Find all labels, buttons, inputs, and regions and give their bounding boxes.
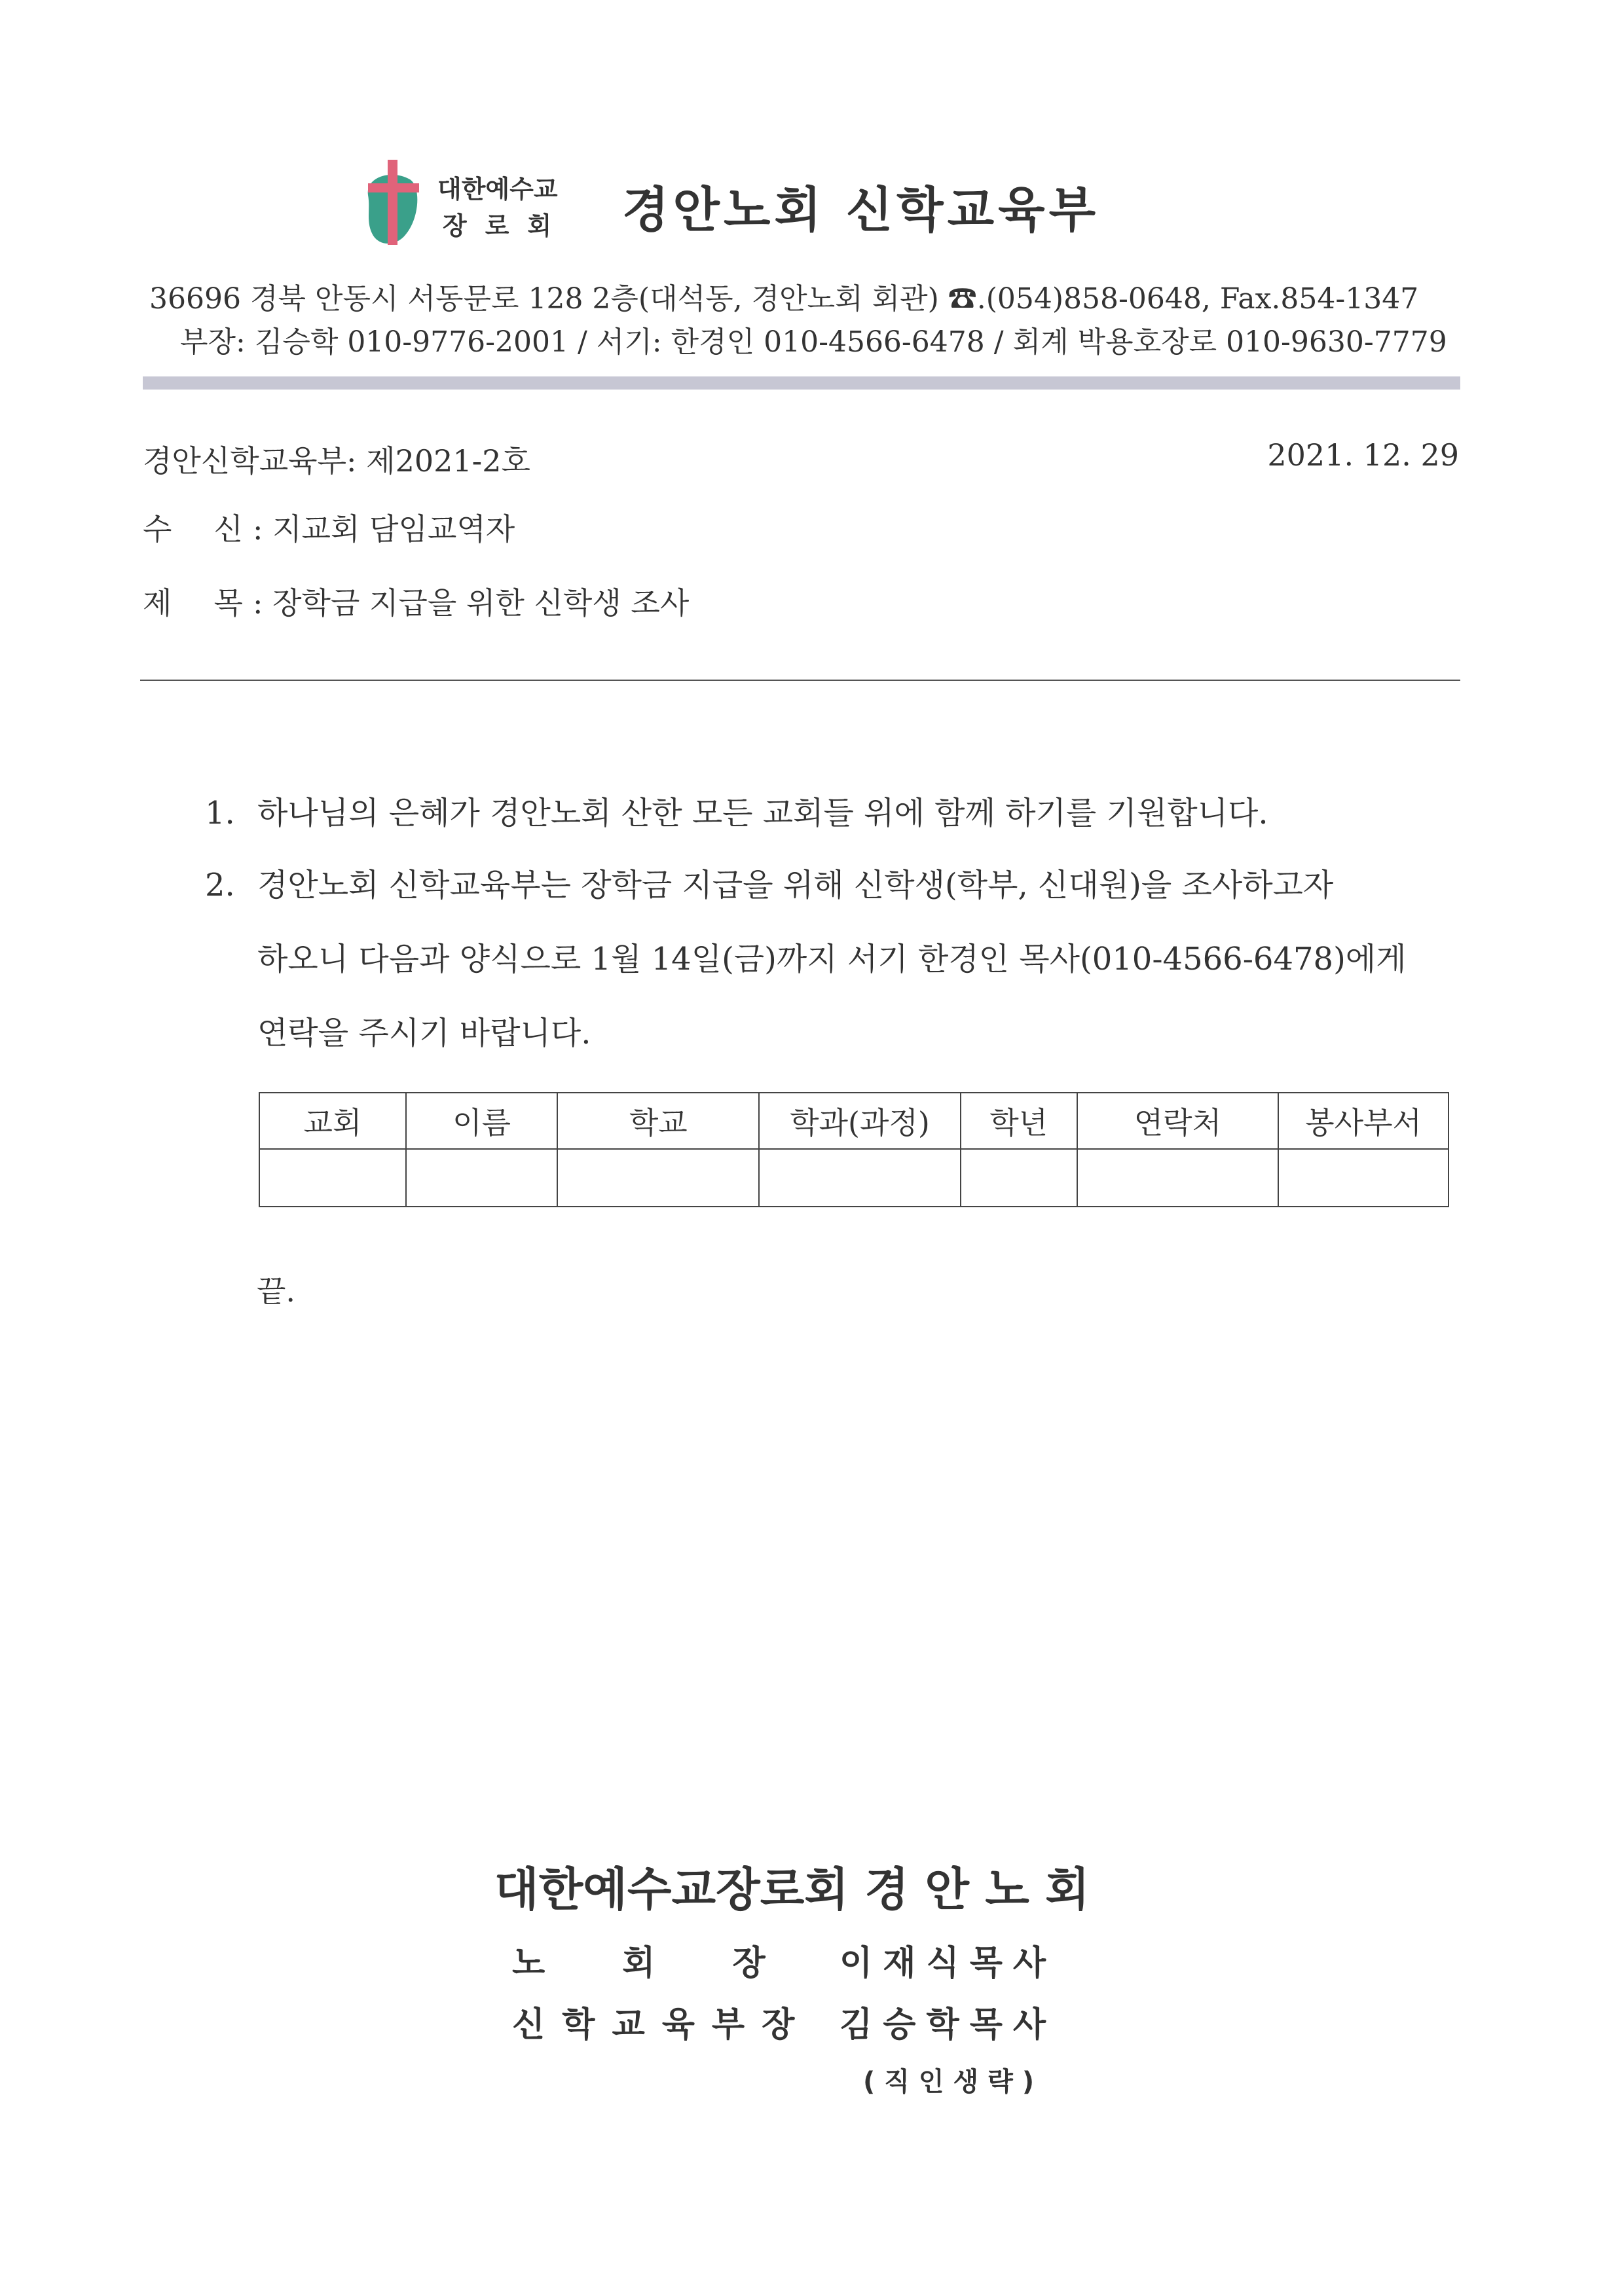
org-name-line1: 대한예수교 [437, 175, 558, 204]
signature-row-moderator [512, 1935, 1056, 1984]
subject-label-a: 제 [143, 585, 172, 621]
table-cell [1278, 1149, 1449, 1207]
recipient-label-a: 수 [143, 511, 172, 547]
document-date: 2021. 12. 29 [1267, 437, 1459, 473]
column-header-contact: 연락처 [1077, 1093, 1279, 1149]
paragraph-number: 1. [205, 795, 235, 831]
table-cell [259, 1149, 406, 1207]
org-name-line2: 장로회 [443, 211, 570, 240]
paragraph-number: 2. [205, 867, 235, 903]
paragraph-2 [205, 848, 1462, 1070]
subject-row [143, 579, 689, 623]
column-header-church: 교회 [259, 1093, 406, 1149]
seal-omitted-note: (직인생략) [863, 2067, 1044, 2097]
end-mark: 끝. [257, 1273, 296, 1309]
letterhead-title: 경안노회 신학교육부 [622, 182, 1100, 238]
table-cell [1077, 1149, 1279, 1207]
survey-form-table [259, 1092, 1449, 1207]
table-row [259, 1149, 1449, 1207]
contacts-line: 부장: 김승학 010-9776-2001 / 서기: 한경인 010-4566-6478 / 회계 박용호장로 010-9630-7779 [180, 325, 1447, 359]
signature-title: 신학교육부장 [512, 2005, 812, 2045]
paragraph-line: 경안노회 신학교육부는 장학금 지급을 위해 신학생(학부, 신대원)을 조사하고자 [257, 867, 1334, 903]
paragraph-text: 하나님의 은혜가 경안노회 산한 모든 교회들 위에 함께 하기를 기원합니다. [257, 795, 1268, 831]
table-cell [406, 1149, 558, 1207]
table-cell [961, 1149, 1077, 1207]
signature-name: 김승학목사 [840, 2005, 1057, 2045]
table-cell [759, 1149, 961, 1207]
column-header-year: 학년 [961, 1093, 1077, 1149]
table-header-row [259, 1093, 1449, 1149]
horizontal-rule [140, 680, 1460, 681]
header-divider-bar [143, 376, 1460, 390]
subject-label-b: 목 [213, 585, 243, 621]
column-header-name: 이름 [406, 1093, 558, 1149]
column-header-major: 학과(과정) [759, 1093, 961, 1149]
table-cell [557, 1149, 759, 1207]
subject-value: : 장학금 지급을 위한 신학생 조사 [253, 585, 690, 621]
signature-title: 노회장 [512, 1944, 843, 1983]
recipient-value: : 지교회 담임교역자 [253, 511, 515, 547]
document-number: 경안신학교육부: 제2021-2호 [143, 443, 530, 479]
signature-row-department-head [512, 1997, 1056, 2046]
presbytery-logo-icon [359, 157, 428, 249]
recipient-row [143, 505, 515, 549]
paragraph-1 [205, 776, 1268, 850]
subject-label [143, 579, 253, 623]
column-header-school: 학교 [557, 1093, 759, 1149]
address-line: 36696 경북 안동시 서동문로 128 2층(대석동, 경안노회 회관) ☎.(054)858-0648, Fax.854-1347 [149, 282, 1419, 316]
signature-name: 이재식목사 [840, 1944, 1057, 1983]
recipient-label-b: 신 [213, 511, 243, 547]
signature-organization: 대한예수교장로회 경 안 노 회 [494, 1863, 1090, 1916]
recipient-label [143, 505, 253, 549]
column-header-ministry: 봉사부서 [1278, 1093, 1449, 1149]
paragraph-line: 하오니 다음과 양식으로 1월 14일(금)까지 서기 한경인 목사(010-4566-6478)에게 [257, 941, 1407, 977]
paragraph-line: 연락을 주시기 바랍니다. [257, 1015, 591, 1051]
